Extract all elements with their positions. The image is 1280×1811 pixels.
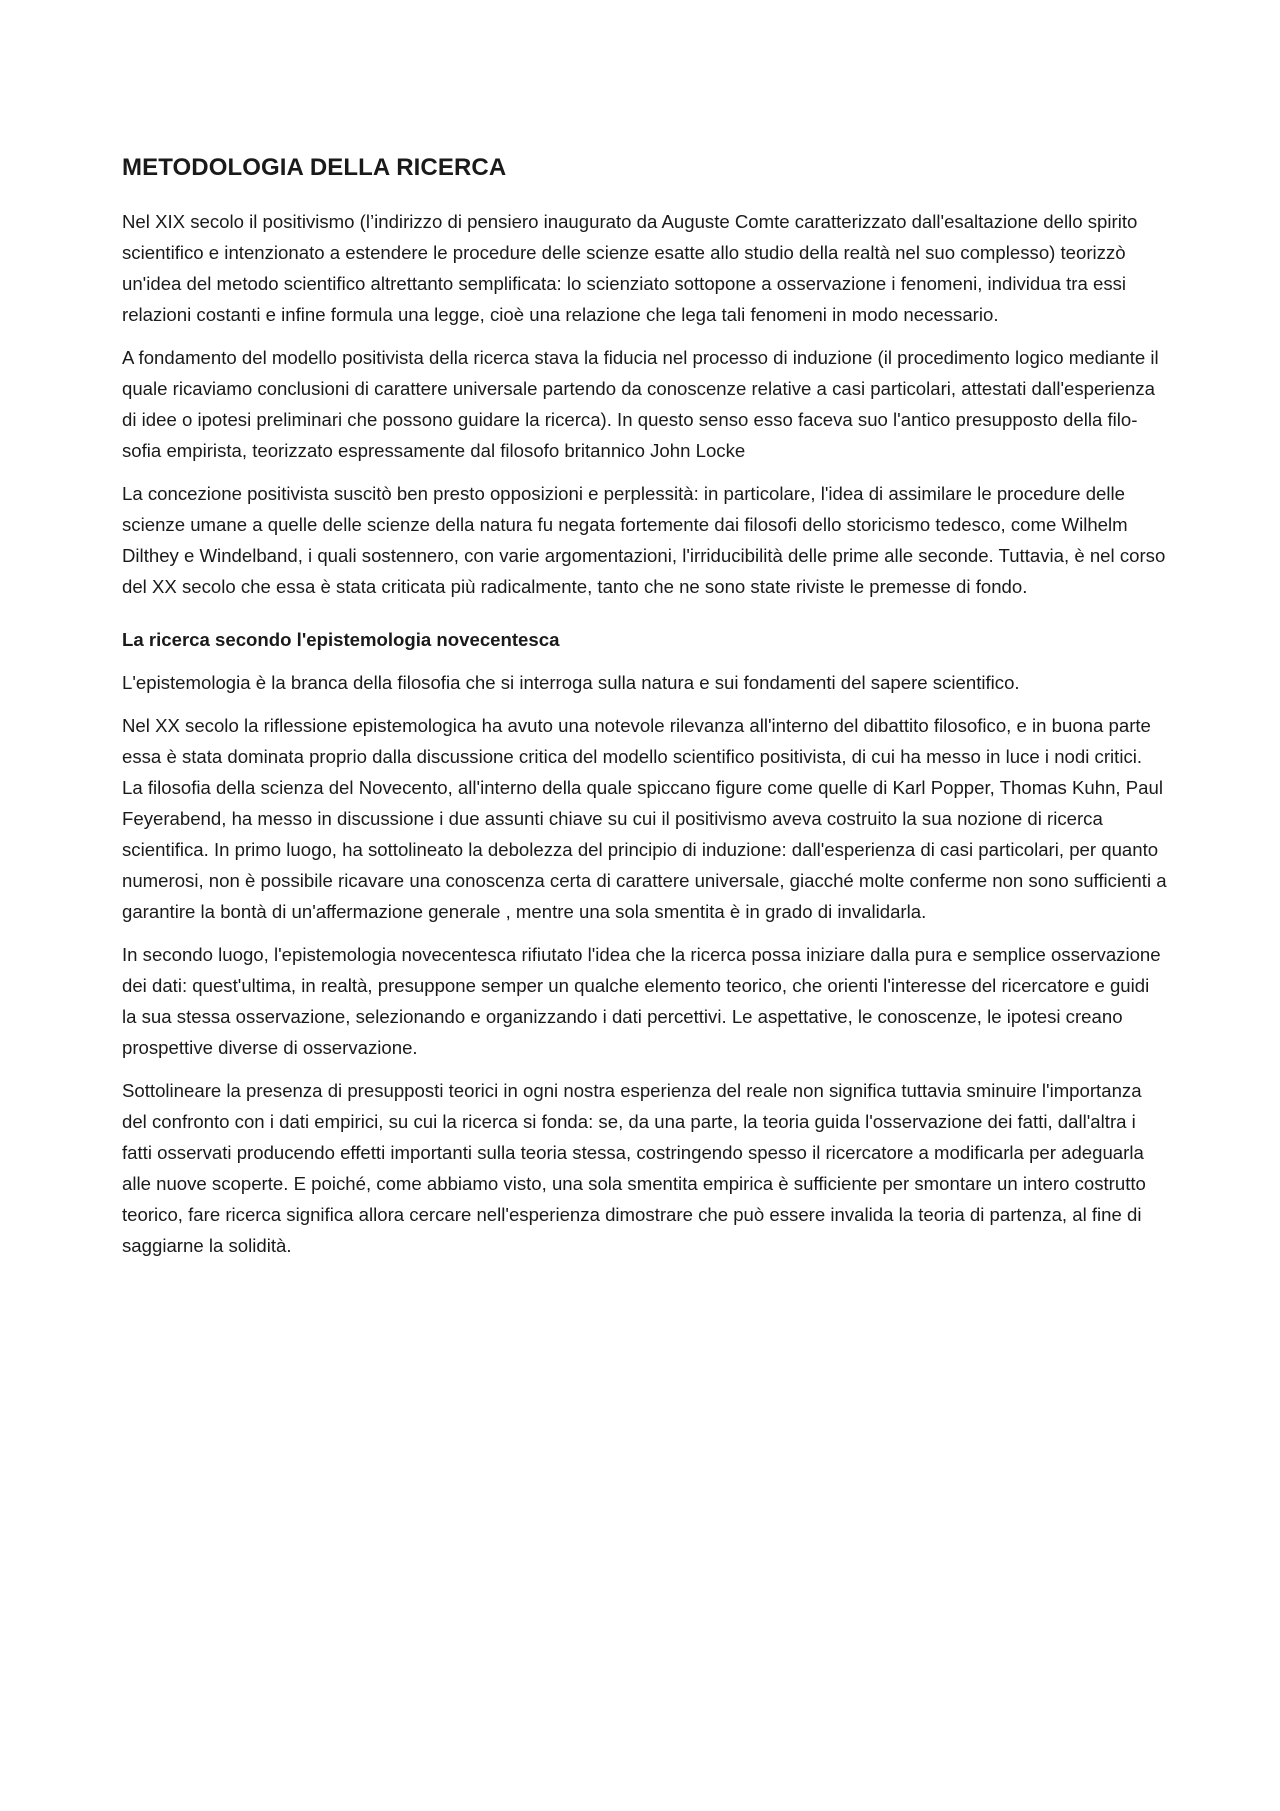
paragraph-epistemologia-definizione: L'epistemologia è la branca della filosofia che si interroga sulla natura e sui fondamenti del sapere scientifico. <box>122 672 1020 693</box>
document-title: METODOLOGIA DELLA RICERCA <box>122 154 507 181</box>
section-heading: La ricerca secondo l'epistemologia novecentesca <box>122 629 560 650</box>
paragraph-positivismo: Nel XIX secolo il positivismo (l’indirizzo di pensiero inaugurato da Auguste Comte caratterizzato dall'esaltazione dello spirito scientifico e intenzionato a estendere le procedure delle scienze esatte allo studio della realtà nel suo complesso) teorizzò un'idea del metodo scientifico altrettanto semplificata: lo scienziato sottopone a osservazione i fenomeni, individua tra essi relazioni costanti e infine formula una legge, cioè una relazione che lega tali fenomeni in modo necessario. <box>122 211 1138 325</box>
paragraph-presupposti-teorici: Sottolineare la presenza di presupposti teorici in ogni nostra esperienza del reale non significa tuttavia sminuire l'importanza del confronto con i dati empirici, su cui la ricerca si fonda: se, da una parte, la teoria guida l'osservazione dei fatti, dall'altra i fatti osservati producendo effetti importanti sulla teoria stessa, costringendo spesso il ricercatore a modificarla per adeguarla alle nuove scoperte. E poiché, come abbiamo visto, una sola smentita empirica è sufficiente per smontare un intero costrutto teorico, fare ricerca significa allora cercare nell'esperienza dimostrare che può essere invalida la teoria di partenza, al fine di saggiarne la solidità. <box>122 1080 1146 1256</box>
paragraph-riflessione-epistemologica: Nel XX secolo la riflessione epistemologica ha avuto una notevole rilevanza all'interno del dibattito filosofico, e in buona parte essa è stata dominata proprio dalla discussione critica del modello scientifico positivista, di cui ha messo in luce i nodi critici. La filosofia della scienza del Novecento, all'interno della quale spiccano figure come quelle di Karl Popper, Thomas Kuhn, Paul Feyerabend, ha messo in discussione i due assunti chiave su cui il positivismo aveva costruito la sua nozione di ricerca scientifica. In primo luogo, ha sottolineato la debolezza del principio di induzione: dall'esperienza di casi particolari, per quanto numerosi, non è possibile ricavare una conoscenza certa di carattere universale, giacché molte conferme non sono sufficienti a garantire la bontà di un'affermazione generale , mentre una sola smentita è in grado di invalidarla. <box>122 715 1167 922</box>
paragraph-induzione: A fondamento del modello positivista della ricerca stava la fiducia nel processo di induzione (il procedimento logico mediante il quale ricaviamo conclusioni di carattere universale partendo da conoscenze relative a casi particolari, attestati dall'esperienza di idee o ipotesi preliminari che possono guidare la ricerca). In questo senso esso faceva suo l'antico presupposto della filo-sofia empirista, teorizzato espressamente dal filosofo britannico John Locke <box>122 347 1159 461</box>
paragraph-secondo-luogo: In secondo luogo, l'epistemologia novecentesca rifiutato l'idea che la ricerca possa iniziare dalla pura e semplice osservazione dei dati: quest'ultima, in realtà, presuppone semper un qualche elemento teorico, che orienti l'interesse del ricercatore e guidi la sua stessa osservazione, selezionando e organizzando i dati percettivi. Le aspettative, le conoscenze, le ipotesi creano prospettive diverse di osservazione. <box>122 944 1161 1058</box>
paragraph-opposizioni: La concezione positivista suscitò ben presto opposizioni e perplessità: in particolare, l'idea di assimilare le procedure delle scienze umane a quelle delle scienze della natura fu negata fortemente dai filosofi dello storicismo tedesco, come Wilhelm Dilthey e Windelband, i quali sostennero, con varie argomentazioni, l'irriducibilità delle prime alle seconde. Tuttavia, è nel corso del XX secolo che essa è stata criticata più radicalmente, tanto che ne sono state riviste le premesse di fondo. <box>122 483 1166 597</box>
document-page <box>122 152 1167 1273</box>
